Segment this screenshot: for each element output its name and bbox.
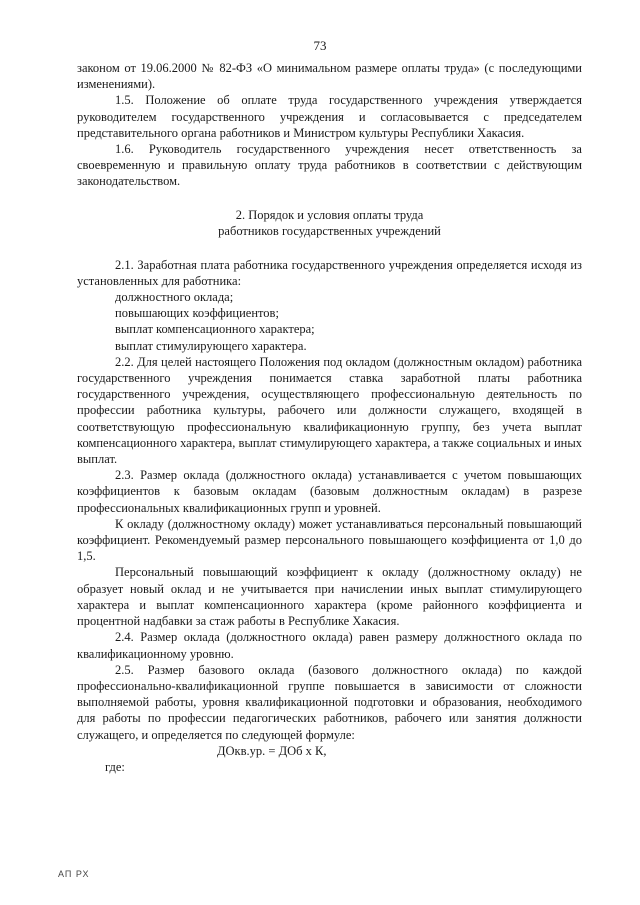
paragraph-2-4: 2.4. Размер оклада (должностного оклада) равен размеру должностного оклада по квалификационному уровню.	[77, 630, 582, 661]
paragraph-2-3-coefficient-note: Персональный повышающий коэффициент к окладу (должностному окладу) не образует новый оклад и не учитывается при начислении иных выплат стимулирующего характера и выплат компенсационного характера (кроме районного коэффициента и процентной надбавки за стаж работы в Республике Хакасия.	[77, 565, 582, 629]
page-number: 73	[313, 38, 327, 53]
paragraph-2-2: 2.2. Для целей настоящего Положения под окладом (должностным окладом) работника государственного учреждения понимается ставка заработной платы работника государственного учреждения, осуществляющего профессиональную деятельность по профессии работника культуры, рабочего или должности служащего, входящей в соответствующую профессиональную квалификационную группу, без учета выплат компенсационного характера, выплат стимулирующего характера, а также социальных и иных выплат.	[77, 354, 582, 467]
paragraph-2-1: 2.1. Заработная плата работника государственного учреждения определяется исходя из установленных для работника:	[77, 257, 582, 288]
paragraph-2-3: 2.3. Размер оклада (должностного оклада) устанавливается с учетом повышающих коэффициентов к базовым окладам (базовым должностным окладам) в разрезе профессиональных квалификационных групп и уровней.	[77, 468, 582, 515]
formula-where-label: где:	[105, 759, 125, 774]
list-item: выплат стимулирующего характера.	[115, 338, 307, 353]
section-heading-line2: работников государственных учреждений	[218, 223, 441, 238]
salary-formula: ДОкв.ур. = ДОб х К,	[217, 743, 327, 758]
document-body	[77, 60, 582, 775]
paragraph-1-6: 1.6. Руководитель государственного учреждения несет ответственность за своевременную и правильную оплату труда работников в соответствии с действующим законодательством.	[77, 142, 582, 189]
paragraph-1-5: 1.5. Положение об оплате труда государственного учреждения утверждается руководителем государственного учреждения и согласовывается с председателем представительного органа работников и Министром культуры Республики Хакасия.	[77, 93, 582, 140]
list-item: должностного оклада;	[115, 290, 234, 305]
paragraph-2-5: 2.5. Размер базового оклада (базового должностного оклада) по каждой профессионально-квалификационной группе повышается в зависимости от сложности выполняемой работы, уровня квалификационной подготовки и образования, необходимого для работы по профессии педагогических работников, рабочего или занятия должности служащего, и определяется по следующей формуле:	[77, 662, 582, 742]
paragraph-continuation: законом от 19.06.2000 № 82-ФЗ «О минимальном размере оплаты труда» (с последующими изменениями).	[77, 61, 582, 92]
list-item: выплат компенсационного характера;	[115, 322, 315, 337]
footer-registry-code: АП РХ	[58, 869, 90, 879]
section-heading	[77, 207, 582, 239]
section-heading-line1: 2. Порядок и условия оплаты труда	[235, 207, 424, 222]
list-item: повышающих коэффициентов;	[115, 306, 279, 321]
paragraph-2-3-personal-coefficient: К окладу (должностному окладу) может устанавливаться персональный повышающий коэффициент. Рекомендуемый размер персонального повышающего коэффициента от 1,0 до 1,5.	[77, 516, 582, 564]
